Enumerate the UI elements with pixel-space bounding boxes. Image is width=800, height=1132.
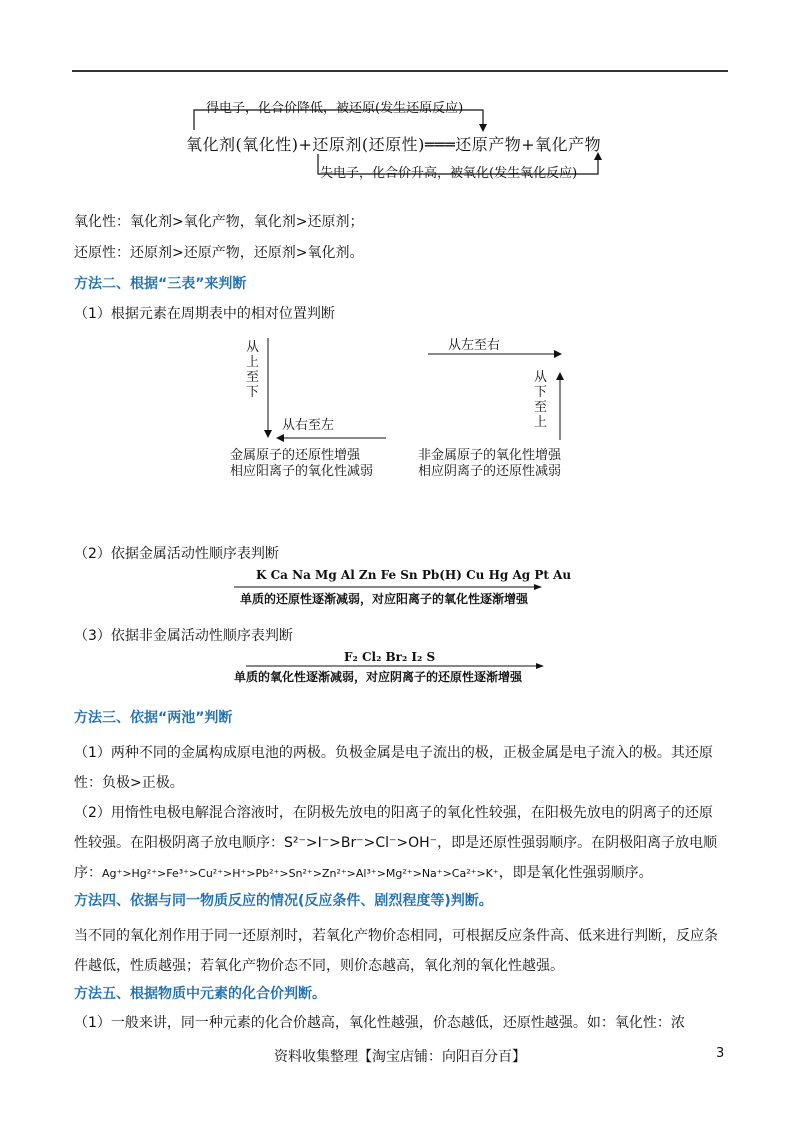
header-rule [72, 70, 728, 72]
page-number: 3 [716, 1046, 725, 1061]
method4-paragraph: 当不同的氧化剂作用于同一还原剂时，若氧化产物价态相同，可根据反应条件高、低来进行判断，反应条件越低，性质越强；若氧化产物价态不同，则价态越高，氧化剂的氧化性越强。 [74, 928, 718, 974]
periodic-right-vertical-label: 从下至上 [534, 370, 548, 430]
periodic-left-caption-2: 相应阳离子的氧化性减弱 [230, 464, 374, 479]
method5-heading: 方法五、根据物质中元素的化合价判断。 [74, 986, 326, 1002]
method3-p2-end: ，即是氧化性强弱顺序。 [498, 865, 653, 881]
metal-series: K Ca Na Mg Al Zn Fe Sn Pb(H) Cu Hg Ag Pt Au [256, 568, 572, 582]
periodic-right-horizontal-label: 从左至右 [448, 338, 501, 353]
method4-heading: 方法四、依据与同一物质反应的情况(反应条件、剧烈程度等)判断。 [74, 893, 493, 909]
oxidizing-comparison: 氧化性：氧化剂>氧化产物，氧化剂>还原剂； [74, 214, 364, 230]
periodic-left-horizontal-label: 从右至左 [282, 418, 335, 433]
nonmetal-caption: 单质的氧化性逐渐减弱，对应阴离子的还原性逐渐增强 [234, 670, 523, 684]
periodic-right-caption-2: 相应阴离子的还原性减弱 [418, 464, 562, 479]
periodic-diagram-left [226, 334, 396, 484]
method2-sub1: （1）根据元素在周期表中的相对位置判断 [74, 306, 335, 322]
redox-top-label: 得电子，化合价降低，被还原(发生还原反应) [206, 101, 464, 116]
method5-paragraph-visible: （1）一般来讲，同一种元素的化合价越高，氧化性越强，价态越低，还原性越强。如：氧化性：浓 [74, 1015, 685, 1031]
nonmetal-series-diagram [226, 650, 556, 690]
method2-heading: 方法二、根据“三表”来判断 [74, 276, 247, 292]
cathode-ion-order: Ag⁺>Hg²⁺>Fe³⁺>Cu²⁺>H⁺>Pb²⁺>Sn²⁺>Zn²⁺>Al³⁺>Mg²⁺>Na⁺>Ca²⁺>K⁺ [102, 867, 499, 880]
page-footer: 资料收集整理【淘宝店铺：向阳百分百】 [274, 1049, 526, 1065]
periodic-diagram-right [414, 334, 584, 484]
method2-sub2: （2）依据金属活动性顺序表判断 [74, 546, 279, 562]
nonmetal-series: F₂ Cl₂ Br₂ I₂ S [344, 650, 436, 664]
method3-p2-text: （2）用惰性电极电解混合溶液时，在阴极先放电的阳离子的氧化性较强，在阳极先放电的阴离子的还原性较强。在阳极阴离子放电顺序：S²⁻>I⁻>Br⁻>Cl⁻>OH⁻，即是还原性强弱顺序。在阴极阳离子放电顺序： [74, 805, 718, 881]
method3-paragraph-2 [74, 798, 726, 889]
redox-equation: 氧化剂(氧化性)+还原剂(还原性)═══还原产物+氧化产物 [186, 135, 602, 154]
method3-heading: 方法三、依据“两池”判断 [74, 710, 233, 726]
periodic-right-caption-1: 非金属原子的氧化性增强 [418, 448, 562, 463]
periodic-left-caption-1: 金属原子的还原性增强 [230, 448, 361, 463]
method3-paragraph-1: （1）两种不同的金属构成原电池的两极。负极金属是电子流出的极，正极金属是电子流入的极。其还原性：负极>正极。 [74, 745, 713, 791]
periodic-left-vertical-label: 从上至下 [246, 340, 260, 400]
metal-series-diagram [230, 568, 572, 612]
method2-sub3: （3）依据非金属活动性顺序表判断 [74, 628, 293, 644]
redox-diagram [180, 94, 620, 186]
reducing-comparison: 还原性：还原剂>还原产物，还原剂>氧化剂。 [74, 245, 364, 261]
metal-caption: 单质的还原性逐渐减弱，对应阳离子的氧化性逐渐增强 [240, 592, 529, 606]
redox-bottom-label: 失电子，化合价升高，被氧化(发生氧化反应) [320, 166, 578, 181]
